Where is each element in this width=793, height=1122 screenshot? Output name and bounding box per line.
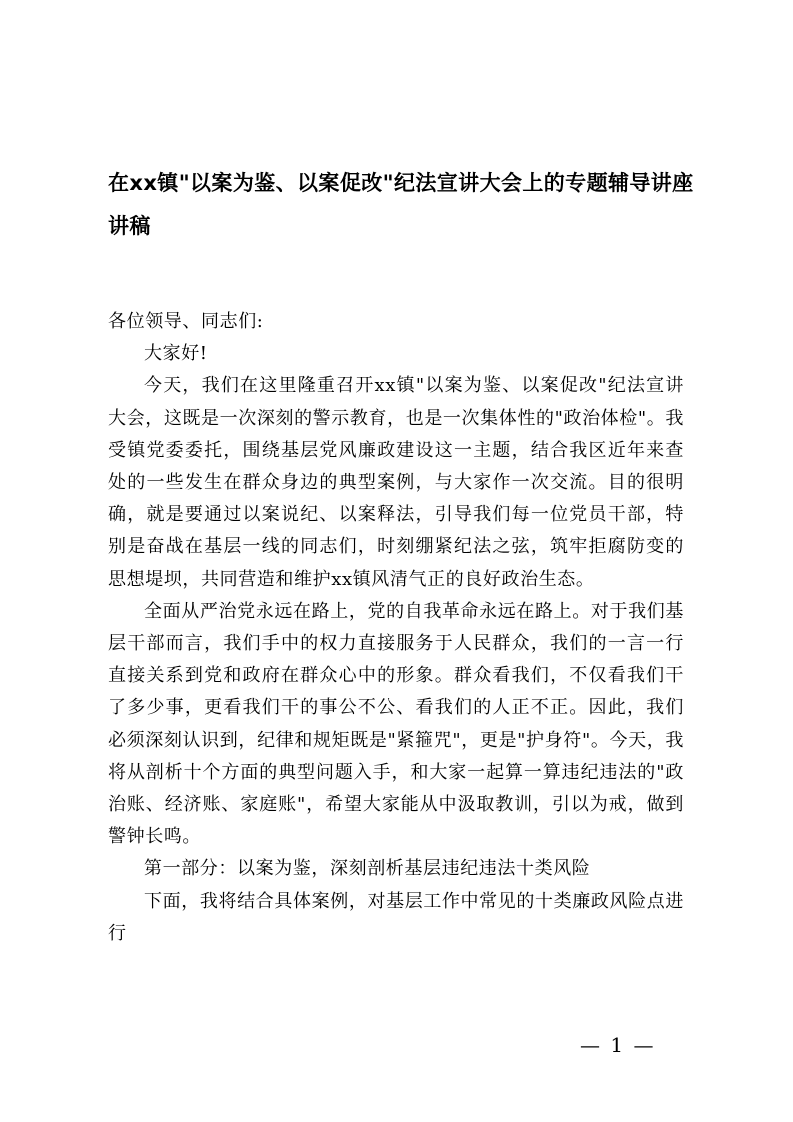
intro-paragraph: 今天，我们在这里隆重召开xx镇"以案为鉴、以案促改"纪法宣讲大会，这既是一次深刻的警示教育，也是一次集体性的"政治体检"。我受镇党委委托，围绕基层党风廉政建设这一主题，结合我区近年来查处的一些发生在群众身边的典型案例，与大家作一次交流。目的很明确，就是要通过以案说纪、以案释法，引导我们每一位党员干部，特别是奋战在基层一线的同志们，时刻绷紧纪法之弦，筑牢拒腐防变的思想堤坝，共同营造和维护xx镇风清气正的良好政治生态。 <box>108 375 684 590</box>
salutation-paragraph: 各位领导、同志们: <box>108 311 264 332</box>
discipline-paragraph: 全面从严治党永远在路上，党的自我革命永远在路上。对于我们基层干部而言，我们手中的权力直接服务于人民群众，我们的一言一行直接关系到党和政府在群众心中的形象。群众看我们，不仅看我们干了多少事，更看我们干的事公不公、看我们的人正不正。因此，我们必须深刻认识到，纪律和规矩既是"紧箍咒"，更是"护身符"。今天，我将从剖析十个方面的典型问题入手，和大家一起算一算违纪违法的"政治账、经济账、家庭账"，希望大家能从中汲取教训，引以为戒，做到警钟长鸣。 <box>108 600 684 848</box>
section-heading-paragraph: 第一部分：以案为鉴，深刻剖析基层违纪违法十类风险 <box>144 858 591 880</box>
page-number: — 1 — <box>580 1033 656 1057</box>
greeting-paragraph: 大家好! <box>144 343 208 365</box>
section-intro-paragraph: 下面，我将结合具体案例，对基层工作中常见的十类廉政风险点进行 <box>108 890 684 944</box>
document-title: 在xx镇"以案为鉴、以案促改"纪法宣讲大会上的专题辅导讲座讲稿 <box>108 171 694 238</box>
document-body <box>108 306 684 950</box>
